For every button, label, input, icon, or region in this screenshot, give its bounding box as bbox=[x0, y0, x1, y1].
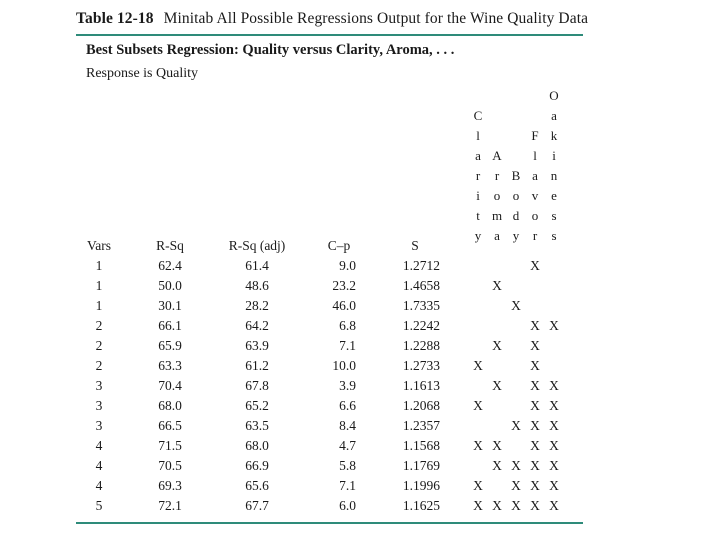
predictor-header-letter: m bbox=[491, 208, 503, 223]
predictor-mark: X bbox=[530, 258, 540, 273]
predictor-mark: X bbox=[530, 458, 540, 473]
cell-s: 1.1769 bbox=[402, 458, 440, 473]
predictor-mark: X bbox=[530, 378, 540, 393]
predictor-header-letter: l bbox=[476, 128, 480, 143]
cell-vars: 4 bbox=[95, 458, 103, 473]
predictor-mark: X bbox=[549, 318, 559, 333]
col-header-rsq-adj: R-Sq (adj) bbox=[228, 238, 286, 253]
bottom-rule bbox=[76, 522, 583, 524]
cell-rsq-adj: 61.4 bbox=[245, 258, 269, 273]
predictor-mark: X bbox=[530, 358, 540, 373]
cell-cp: 6.0 bbox=[339, 498, 356, 513]
predictor-mark: X bbox=[530, 498, 540, 513]
predictor-header-letter: e bbox=[551, 188, 557, 203]
cell-rsq-adj: 28.2 bbox=[245, 298, 269, 313]
predictor-mark: X bbox=[511, 298, 521, 313]
predictor-header-letter: i bbox=[476, 188, 480, 203]
cell-vars: 1 bbox=[95, 258, 103, 273]
cell-cp: 8.4 bbox=[339, 418, 356, 433]
cell-rsq: 72.1 bbox=[158, 498, 182, 513]
predictor-mark: X bbox=[549, 498, 559, 513]
cell-vars: 3 bbox=[95, 398, 103, 413]
top-rule bbox=[76, 34, 583, 36]
output-subtitle: Best Subsets Regression: Quality versus Clarity, Aroma, . . . bbox=[86, 42, 455, 58]
cell-cp: 10.0 bbox=[332, 358, 356, 373]
predictor-header-letter: A bbox=[492, 148, 502, 163]
cell-vars: 1 bbox=[95, 298, 103, 313]
predictor-mark: X bbox=[530, 478, 540, 493]
predictor-mark: X bbox=[473, 358, 483, 373]
cell-rsq: 30.1 bbox=[158, 298, 182, 313]
cell-cp: 46.0 bbox=[332, 298, 356, 313]
predictor-header-letter: a bbox=[532, 168, 538, 183]
predictor-header-letter: l bbox=[533, 148, 537, 163]
cell-vars: 4 bbox=[95, 478, 103, 493]
predictor-header-letter: y bbox=[474, 228, 482, 243]
predictor-mark: X bbox=[473, 498, 483, 513]
col-header-cp: C–p bbox=[327, 238, 351, 253]
predictor-header-letter: s bbox=[551, 208, 557, 223]
cell-rsq: 70.4 bbox=[158, 378, 182, 393]
cell-s: 1.2242 bbox=[402, 318, 440, 333]
cell-rsq-adj: 64.2 bbox=[245, 318, 269, 333]
predictor-mark: X bbox=[511, 478, 521, 493]
cell-vars: 2 bbox=[95, 358, 103, 373]
predictor-header-letter: n bbox=[550, 168, 558, 183]
predictor-mark: X bbox=[492, 438, 502, 453]
predictor-header-letter: o bbox=[512, 188, 520, 203]
predictor-mark: X bbox=[473, 438, 483, 453]
predictor-header-letter: y bbox=[512, 228, 520, 243]
cell-rsq: 66.5 bbox=[158, 418, 182, 433]
cell-rsq-adj: 61.2 bbox=[245, 358, 269, 373]
cell-rsq-adj: 48.6 bbox=[245, 278, 269, 293]
cell-vars: 2 bbox=[95, 318, 103, 333]
cell-s: 1.4658 bbox=[402, 278, 440, 293]
cell-rsq: 66.1 bbox=[158, 318, 182, 333]
col-header-vars: Vars bbox=[87, 238, 111, 253]
predictor-header-letter: F bbox=[531, 128, 539, 143]
cell-cp: 7.1 bbox=[339, 338, 356, 353]
predictor-header-letter: r bbox=[532, 228, 538, 243]
predictor-mark: X bbox=[549, 458, 559, 473]
cell-vars: 3 bbox=[95, 418, 103, 433]
predictor-mark: X bbox=[530, 418, 540, 433]
cell-s: 1.1568 bbox=[402, 438, 440, 453]
cell-rsq-adj: 68.0 bbox=[245, 438, 269, 453]
cell-cp: 5.8 bbox=[339, 458, 356, 473]
cell-rsq-adj: 63.5 bbox=[245, 418, 269, 433]
cell-cp: 6.6 bbox=[339, 398, 356, 413]
predictor-mark: X bbox=[549, 418, 559, 433]
cell-cp: 6.8 bbox=[339, 318, 356, 333]
predictor-mark: X bbox=[492, 278, 502, 293]
cell-s: 1.7335 bbox=[402, 298, 440, 313]
col-header-rsq: R-Sq bbox=[156, 238, 184, 253]
predictor-header-letter: C bbox=[473, 108, 483, 123]
cell-rsq: 71.5 bbox=[158, 438, 182, 453]
predictor-header-letter: o bbox=[493, 188, 501, 203]
predictor-mark: X bbox=[492, 378, 502, 393]
cell-rsq-adj: 66.9 bbox=[245, 458, 269, 473]
cell-rsq: 69.3 bbox=[158, 478, 182, 493]
cell-rsq-adj: 63.9 bbox=[245, 338, 269, 353]
cell-rsq-adj: 65.2 bbox=[245, 398, 269, 413]
cell-s: 1.2068 bbox=[402, 398, 440, 413]
cell-rsq: 70.5 bbox=[158, 458, 182, 473]
predictor-header-letter: t bbox=[476, 208, 480, 223]
predictor-header-letter: s bbox=[551, 228, 557, 243]
cell-rsq-adj: 67.7 bbox=[245, 498, 269, 513]
cell-s: 1.2357 bbox=[402, 418, 440, 433]
predictor-mark: X bbox=[492, 458, 502, 473]
predictor-mark: X bbox=[511, 458, 521, 473]
cell-s: 1.2712 bbox=[402, 258, 440, 273]
col-header-s: S bbox=[411, 238, 419, 253]
cell-vars: 3 bbox=[95, 378, 103, 393]
cell-rsq: 63.3 bbox=[158, 358, 182, 373]
predictor-header-letter: i bbox=[552, 148, 556, 163]
predictor-mark: X bbox=[492, 338, 502, 353]
table-caption-text: Minitab All Possible Regressions Output for the Wine Quality Data bbox=[163, 10, 589, 27]
cell-rsq-adj: 67.8 bbox=[245, 378, 269, 393]
predictor-mark: X bbox=[511, 418, 521, 433]
predictor-header-letter: k bbox=[550, 128, 558, 143]
cell-vars: 5 bbox=[95, 498, 103, 513]
cell-s: 1.1625 bbox=[402, 498, 440, 513]
cell-s: 1.2288 bbox=[402, 338, 440, 353]
cell-cp: 3.9 bbox=[339, 378, 356, 393]
cell-cp: 4.7 bbox=[339, 438, 356, 453]
cell-rsq: 50.0 bbox=[158, 278, 182, 293]
cell-rsq-adj: 65.6 bbox=[245, 478, 269, 493]
cell-rsq: 62.4 bbox=[158, 258, 182, 273]
predictor-mark: X bbox=[492, 498, 502, 513]
predictor-header-letter: a bbox=[494, 228, 500, 243]
cell-vars: 4 bbox=[95, 438, 103, 453]
cell-cp: 9.0 bbox=[339, 258, 356, 273]
predictor-mark: X bbox=[549, 378, 559, 393]
cell-vars: 1 bbox=[95, 278, 103, 293]
cell-cp: 7.1 bbox=[339, 478, 356, 493]
cell-vars: 2 bbox=[95, 338, 103, 353]
cell-cp: 23.2 bbox=[332, 278, 356, 293]
predictor-header-letter: O bbox=[549, 88, 559, 103]
predictor-header-letter: r bbox=[475, 168, 481, 183]
predictor-header-letter: r bbox=[494, 168, 500, 183]
predictor-header-letter: a bbox=[475, 148, 481, 163]
predictor-header-letter: d bbox=[512, 208, 520, 223]
predictor-mark: X bbox=[549, 398, 559, 413]
predictor-mark: X bbox=[549, 478, 559, 493]
table-caption bbox=[76, 10, 588, 28]
predictor-mark: X bbox=[530, 318, 540, 333]
cell-s: 1.2733 bbox=[402, 358, 440, 373]
predictor-header-letter: o bbox=[531, 208, 539, 223]
predictor-mark: X bbox=[473, 478, 483, 493]
predictor-mark: X bbox=[530, 398, 540, 413]
predictor-mark: X bbox=[549, 438, 559, 453]
cell-s: 1.1613 bbox=[402, 378, 440, 393]
predictor-mark: X bbox=[530, 338, 540, 353]
table-number: Table 12-18 bbox=[76, 10, 154, 27]
predictor-mark: X bbox=[511, 498, 521, 513]
predictor-mark: X bbox=[530, 438, 540, 453]
predictor-mark: X bbox=[473, 398, 483, 413]
cell-s: 1.1996 bbox=[402, 478, 440, 493]
cell-rsq: 68.0 bbox=[158, 398, 182, 413]
predictor-header-letter: B bbox=[511, 168, 521, 183]
predictor-header-letter: v bbox=[531, 188, 539, 203]
response-line: Response is Quality bbox=[86, 66, 198, 81]
predictor-header-letter: a bbox=[551, 108, 557, 123]
cell-rsq: 65.9 bbox=[158, 338, 182, 353]
